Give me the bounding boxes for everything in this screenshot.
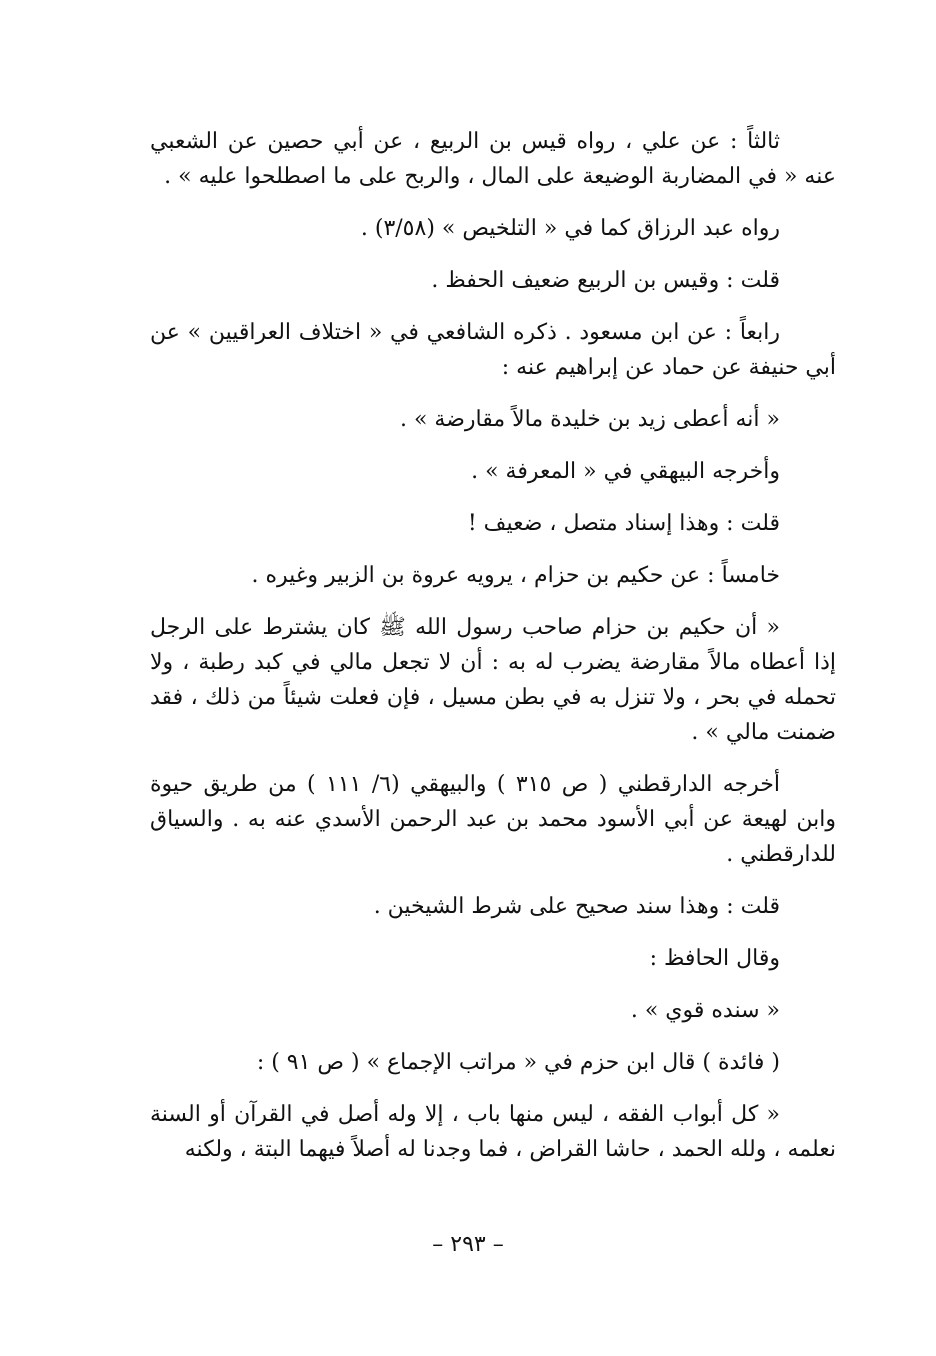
paragraph-fourth-narration: رابعاً : عن ابن مسعود . ذكره الشافعي في « اختلاف العراقيين » عن أبي حنيفة عن حماد عن إبراهيم عنه :	[150, 320, 836, 380]
paragraph-connected-weak: قلت : وهذا إسناد متصل ، ضعيف !	[467, 511, 780, 536]
paragraph-sahih-chain: قلت : وهذا سند صحيح على شرط الشيخين .	[373, 894, 780, 919]
paragraph-bayhaqi-marifa: وأخرجه البيهقي في « المعرفة » .	[471, 459, 780, 484]
paragraph-qays-weak: قلت : وقيس بن الربيع ضعيف الحفظ .	[431, 268, 780, 293]
paragraph-hakim-quote: « أن حكيم بن حزام صاحب رسول الله ﷺ كان يشترط على الرجل إذا أعطاه مالاً مقارضة يضرب له به : أن لا تجعل مالي في كبد رطبة ، ولا تحمله في بحر ، ولا تنزل به في بطن مسيل ، فإن فعلت شيئاً من ذلك ، فقد ضمنت مالي » .	[150, 615, 836, 745]
page-body	[150, 124, 836, 1184]
paragraph-hafiz-said: وقال الحافظ :	[649, 946, 780, 971]
paragraph-benefit-ibn-hazm: ( فائدة ) قال ابن حزم في « مراتب الإجماع » ( ص ٩١ ) :	[256, 1050, 780, 1075]
page-number: – ٢٩٣ –	[432, 1232, 504, 1257]
paragraph-daraqutni-source: أخرجه الدارقطني ( ص ٣١٥ ) والبيهقي (٦/ ١١١ ) من طريق حيوة وابن لهيعة عن أبي الأسود محمد بن عبد الرحمن الأسدي عنه به . والسياق للدارقطني .	[150, 772, 836, 867]
paragraph-zayd-quote: « أنه أعطى زيد بن خليدة مالاً مقارضة » .	[399, 407, 780, 432]
paragraph-strong-chain: « سنده قوي » .	[630, 998, 780, 1023]
paragraph-ibn-hazm-quote: « كل أبواب الفقه ، ليس منها باب ، إلا وله أصل في القرآن أو السنة نعلمه ، ولله الحمد ، حاشا القراض ، فما وجدنا له أصلاً فيهما البتة ، ولكنه	[150, 1102, 836, 1162]
paragraph-fifth-narration: خامساً : عن حكيم بن حزام ، يرويه عروة بن الزبير وغيره .	[251, 563, 780, 588]
paragraph-abdurrazzaq-source: رواه عبد الرزاق كما في « التلخيص » (٣/٥٨) .	[360, 216, 780, 241]
paragraph-third-narration: ثالثاً : عن علي ، رواه قيس بن الربيع ، عن أبي حصين عن الشعبي عنه « في المضاربة الوضيعة على المال ، والربح على ما اصطلحوا عليه » .	[150, 129, 836, 189]
